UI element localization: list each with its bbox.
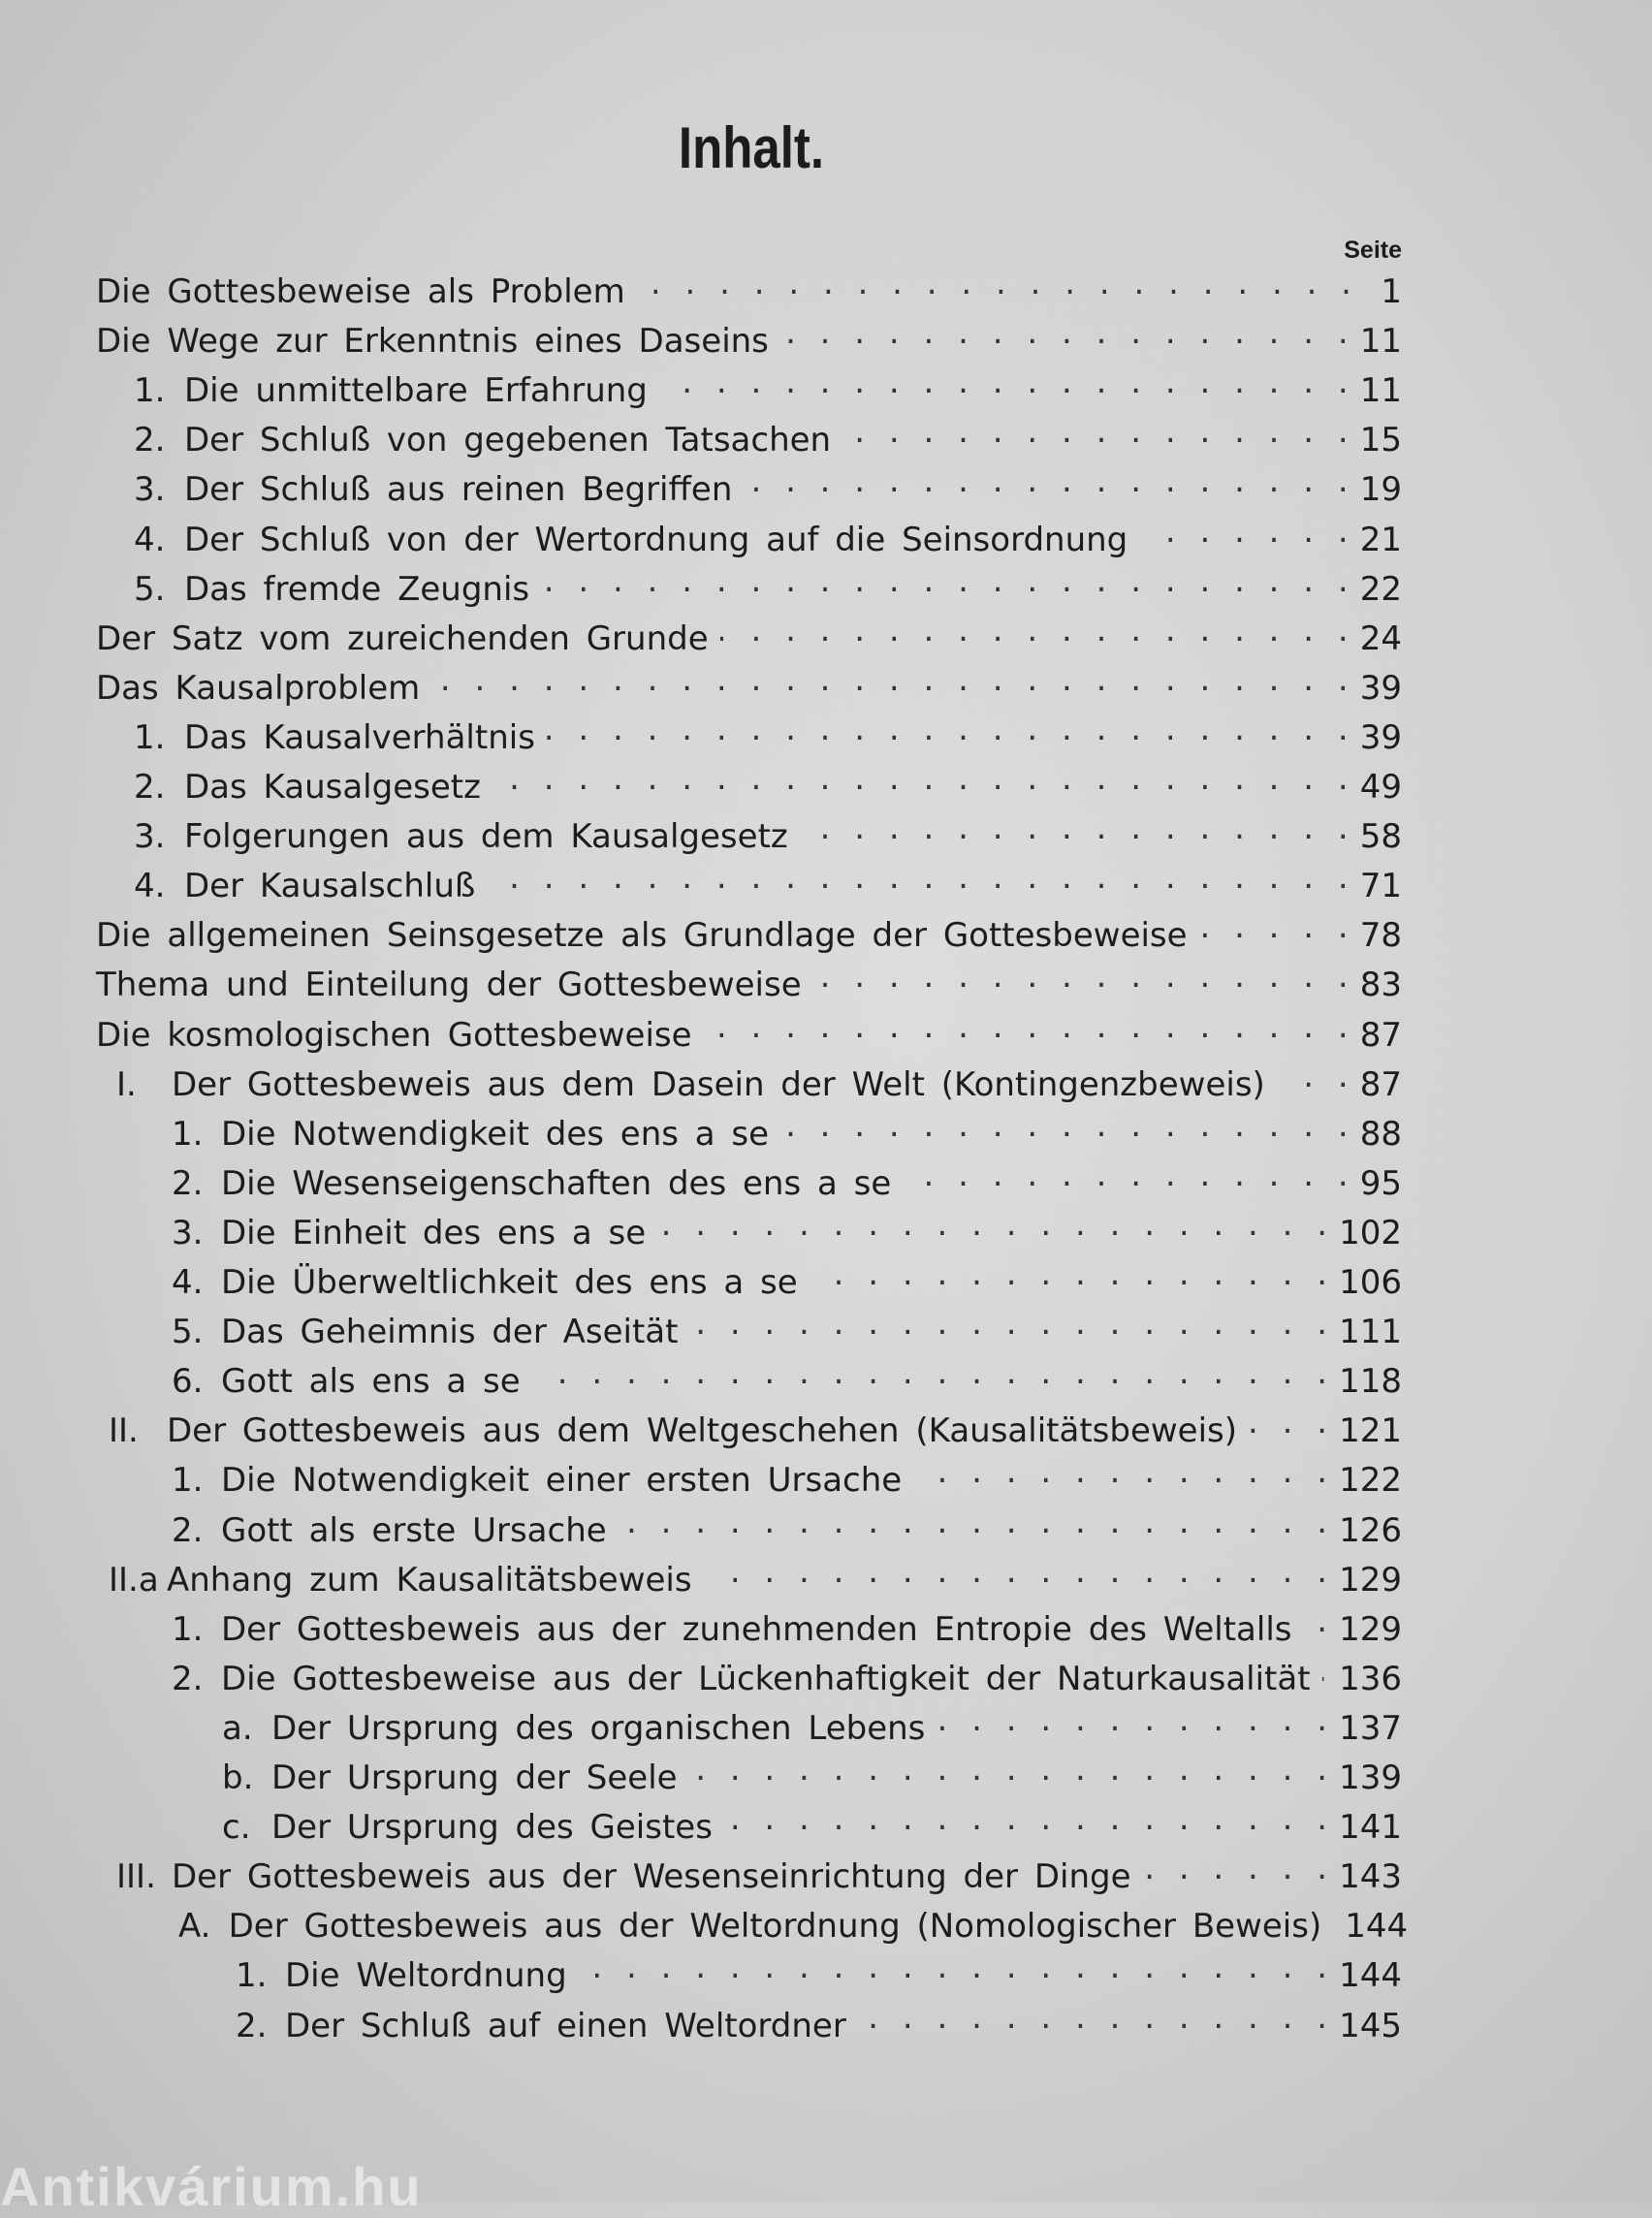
toc-entry-number: 1. [172,1609,204,1649]
toc-entry-number: II. [109,1411,139,1451]
dot-leader [858,1998,1327,2037]
dot-leader [689,1750,1328,1789]
toc-entry [134,363,1402,412]
dot-leader [913,1452,1327,1491]
toc-entry-title: Das Kausalproblem [96,668,421,708]
toc-entry-page: 126 [1339,1510,1402,1550]
toc-entry-number: 2. [134,421,166,460]
toc-entry-title: Der Schluß auf einen Weltordner [285,2006,846,2045]
toc-entry-page: 144 [1339,1956,1402,1996]
toc-entry-page: 106 [1339,1263,1402,1302]
toc-entry-title: Die Wege zur Erkenntnis eines Daseins [96,322,769,362]
dot-leader [813,957,1349,996]
toc-entry-title: Der Gottesbeweis aus dem Weltgeschehen (Kausalitätsbeweis) [167,1411,1238,1451]
page-column-label: Seite [1344,237,1402,264]
toc-entry-page: 129 [1339,1609,1402,1649]
toc-entry [109,1403,1402,1452]
page-title: Inhalt. [678,115,825,180]
dot-leader [657,1205,1327,1244]
toc-entry-page: 78 [1359,916,1402,956]
toc-entry-page: 11 [1359,322,1402,362]
toc-entry-number: 4. [134,867,166,906]
toc-entry-number: 5. [172,1313,204,1352]
toc-entry-title: Die allgemeinen Seinsgesetze als Grundlage der Gottesbeweise [96,916,1188,956]
toc-entry [96,1007,1402,1057]
dot-leader [532,1353,1327,1392]
toc-entry-page: 24 [1359,618,1402,658]
dot-leader [744,461,1348,500]
toc-entry-number: 4. [172,1263,204,1302]
toc-entry-number: a. [222,1708,253,1748]
toc-entry-title: Die Weltordnung [285,1956,567,1996]
toc-entry-page: 15 [1359,421,1402,460]
toc-entry-title: Die Notwendigkeit einer ersten Ursache [221,1461,903,1501]
toc-entry-page: 88 [1359,1114,1402,1154]
toc-entry-number: c. [222,1808,251,1848]
dot-leader [724,1799,1327,1838]
dot-leader [720,611,1349,650]
dot-leader [1143,1849,1328,1887]
toc-entry-number: 3. [134,470,166,510]
toc-entry [134,512,1402,561]
toc-entry [134,858,1402,907]
toc-entry-page: 95 [1359,1163,1402,1203]
toc-entry-title: Die kosmologischen Gottesbeweise [96,1015,692,1055]
toc-entry-page: 137 [1339,1708,1402,1748]
toc-entry [134,461,1402,511]
toc-entry-number: 1. [172,1114,204,1154]
toc-entry-title: Das Geheimnis der Aseität [221,1313,679,1352]
toc-entry-page: 144 [1345,1907,1409,1947]
toc-entry-number: II.a [109,1560,159,1600]
toc-entry-page: 141 [1339,1808,1402,1848]
toc-entry-page: 22 [1359,569,1402,609]
toc-entry-page: 139 [1339,1759,1402,1797]
toc-entry-number: 2. [236,2006,268,2045]
toc-entry [172,1353,1402,1403]
toc-entry [96,660,1402,710]
toc-entry-title: Die Notwendigkeit des ens a se [221,1114,770,1154]
toc-entry [134,412,1402,461]
toc-entry-number: 2. [134,768,166,807]
dot-leader [492,759,1349,798]
toc-entry [172,1205,1402,1254]
dot-leader [637,264,1351,302]
toc-entry [172,1156,1402,1205]
dot-leader [487,858,1348,897]
toc-entry-number: 2. [172,1659,204,1698]
toc-entry-page: 71 [1359,867,1402,906]
toc-entry [236,1998,1402,2047]
toc-entry [178,1898,1409,1948]
toc-entry [172,1254,1402,1304]
toc-entry-title: Der Kausalschluß [184,867,476,906]
toc-entry-title: Gott als ens a se [221,1362,521,1402]
toc-entry-title: Der Schluß von gegebenen Tatsachen [184,421,832,460]
toc-entry [116,1057,1402,1106]
toc-entry-title: Die Überweltlichkeit des ens a se [221,1263,798,1302]
dot-leader [800,808,1349,847]
toc-entry-number: 6. [172,1362,204,1402]
dot-leader [659,363,1349,401]
toc-entry [172,1106,1402,1156]
toc-entry-number: 3. [134,817,166,857]
toc-entry [134,561,1402,611]
toc-entry-title: Der Ursprung der Seele [271,1759,678,1797]
toc-entry-page: 21 [1359,520,1402,559]
dot-leader [903,1156,1348,1194]
dot-leader [431,660,1348,699]
dot-leader [1139,512,1348,551]
toc-entry-number: b. [222,1759,254,1797]
toc-entry-title: Der Schluß von der Wertordnung auf die Seinsordnung [184,520,1128,559]
dot-leader [1199,907,1349,946]
toc-entry [134,808,1402,858]
toc-entry-title: Gott als erste Ursache [221,1510,607,1550]
toc-entry [96,957,1402,1006]
dot-leader [780,1106,1349,1145]
watermark: Antikvárium.hu [0,2156,423,2217]
dot-leader [1304,1601,1328,1640]
toc-entry-page: 122 [1339,1461,1402,1501]
toc-entry [222,1750,1402,1799]
dot-leader [842,412,1349,451]
dot-leader [704,1007,1349,1046]
toc-entry-title: Die Gottesbeweise aus der Lückenhaftigkeit der Naturkausalität [221,1659,1311,1698]
toc-entry-number: 2. [172,1163,204,1203]
toc-entry [109,1552,1402,1601]
toc-entry [222,1700,1402,1750]
dot-leader [1277,1057,1349,1095]
toc-entry-title: Die unmittelbare Erfahrung [184,371,648,411]
dot-leader [619,1503,1327,1541]
toc-entry-title: Die Einheit des ens a se [221,1213,647,1252]
dot-leader [1249,1403,1327,1442]
toc-entry-number: III. [116,1857,156,1897]
toc-entry-title: Der Schluß aus reinen Begriffen [184,470,733,510]
dot-leader [810,1254,1327,1293]
toc-entry-page: 87 [1359,1015,1402,1055]
toc-entry-page: 19 [1359,470,1402,510]
toc-entry-number: 1. [134,371,166,411]
toc-entry-title: Das Kausalverhältnis [184,717,535,757]
toc-entry-title: Der Ursprung des organischen Lebens [271,1708,926,1748]
toc-entry-title: Thema und Einteilung der Gottesbeweise [96,966,802,1005]
toc-entry-title: Der Gottesbeweis aus der Wesenseinrichtung der Dinge [172,1857,1131,1897]
toc-entry-number: 2. [172,1510,204,1550]
toc-entry-page: 1 [1381,272,1402,311]
dot-leader [579,1948,1327,1986]
toc-entry [172,1503,1402,1552]
toc-entry-title: Der Gottesbeweis aus der zunehmenden Entropie des Weltalls [221,1609,1292,1649]
toc-entry-page: 136 [1339,1659,1402,1698]
toc-entry-page: 121 [1339,1411,1402,1451]
toc-entry [96,907,1402,957]
dot-leader [689,1304,1327,1343]
toc-entry [96,313,1402,363]
toc-entry-page: 39 [1359,668,1402,708]
toc-entry [134,710,1402,759]
toc-entry-page: 129 [1339,1560,1402,1600]
toc-entry-title: Der Gottesbeweis aus dem Dasein der Welt (Kontingenzbeweis) [172,1064,1265,1104]
toc-entry-title: Der Ursprung des Geistes [271,1808,713,1848]
toc-entry-page: 58 [1359,817,1402,857]
toc-entry-page: 83 [1359,966,1402,1005]
toc-entry-title: Das Kausalgesetz [184,768,481,807]
toc-entry-number: 3. [172,1213,204,1252]
toc-entry-number: A. [178,1907,211,1947]
toc-entry-title: Folgerungen aus dem Kausalgesetz [184,817,788,857]
dot-leader [547,710,1349,748]
toc-entry [134,759,1402,808]
toc-entry-title: Anhang zum Kausalitätsbeweis [167,1560,692,1600]
toc-entry [96,611,1402,660]
dot-leader [704,1552,1328,1591]
toc-entry [172,1651,1402,1700]
toc-entry-page: 118 [1339,1362,1402,1402]
toc-entry-page: 39 [1359,717,1402,757]
toc-entry [172,1452,1402,1502]
toc-entry-page: 102 [1339,1213,1402,1252]
toc-entry-page: 111 [1339,1313,1402,1352]
dot-leader [1322,1651,1328,1690]
toc-entry-page: 49 [1359,768,1402,807]
toc-entry-page: 11 [1359,371,1402,411]
toc-entry [222,1799,1402,1849]
toc-entry-number: 1. [134,717,166,757]
toc-entry [236,1948,1402,1997]
toc-entry-title: Die Gottesbeweise als Problem [96,272,625,311]
toc-entry-title: Der Satz vom zureichenden Grunde [96,618,709,658]
dot-leader [541,561,1349,600]
toc-entry-page: 145 [1339,2006,1402,2045]
toc-entry-page: 143 [1339,1857,1402,1897]
dot-leader [780,313,1349,352]
toc-entry-number: 4. [134,520,166,559]
toc-entry [116,1849,1402,1898]
toc-entry [172,1601,1402,1651]
toc-entry-number: 1. [236,1956,268,1996]
toc-entry-title: Das fremde Zeugnis [184,569,530,609]
toc-entry-title: Der Gottesbeweis aus der Weltordnung (Nomologischer Beweis) [228,1907,1322,1947]
toc-entry-page: 87 [1359,1064,1402,1104]
toc-entry [172,1304,1402,1353]
toc-entry-number: 1. [172,1461,204,1501]
toc-entry [96,264,1402,313]
toc-entry-title: Die Wesenseigenschaften des ens a se [221,1163,892,1203]
toc-entry-number: I. [116,1064,137,1104]
dot-leader [937,1700,1327,1739]
toc-entry-number: 5. [134,569,166,609]
